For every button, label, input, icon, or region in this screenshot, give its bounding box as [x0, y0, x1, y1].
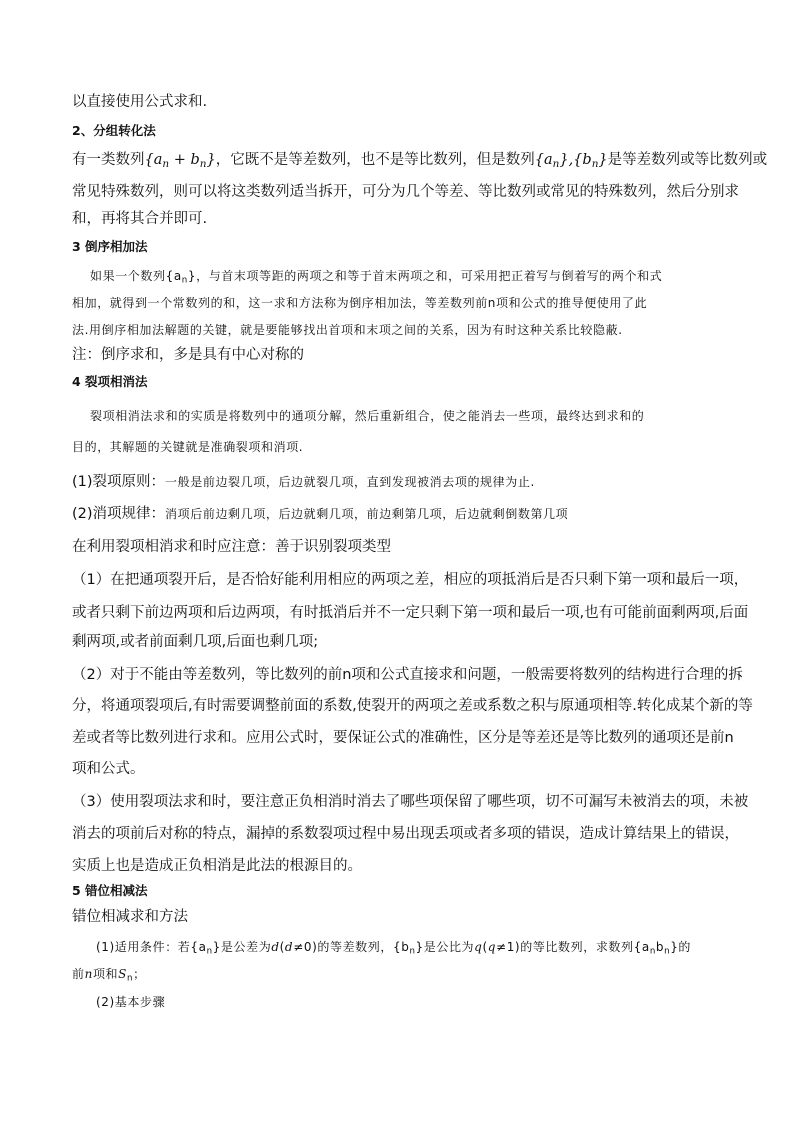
text-line: 项和公式。: [72, 761, 145, 777]
text-line: (2)消项规律：消项后前边剩几项，后边就剩几项，前边剩第几项，后边就剩倒数第几项: [72, 506, 569, 522]
text-line: 裂项相消法求和的实质是将数列中的通项分解，然后重新组合，使之能消去一些项，最终达到求和的: [90, 409, 645, 423]
text-line: （3）使用裂项法求和时，要注意正负相消时消去了哪些项保留了哪些项，切不可漏写未被消去的项，未被: [72, 794, 749, 810]
text-line: (1)适用条件：若$\{a_n\}$是公差为d(d≠0)的等差数列，$\{b_n\}$是公比为q(q≠1)的等比数列，求数列$\{a_nb_n\}$的: [96, 940, 692, 957]
text-line: 或者只剩下前边两项和后边两项，有时抵消后并不一定只剩下第一项和最后一项,也有可能前面剩两项,后面: [72, 605, 749, 621]
text-line: 在利用裂项相消求和时应注意：善于识别裂项类型: [72, 539, 391, 555]
text-line: (2)基本步骤: [96, 995, 166, 1009]
text-line: 常见特殊数列，则可以将这类数列适当拆开，可分为几个等差、等比数列或常见的特殊数列，然后分别求: [72, 184, 739, 200]
section-heading: 3 倒序相加法: [72, 239, 148, 254]
text-line: 有一类数列$\{a_n + b_n\}$，它既不是等差数列，也不是等比数列，但是数列$\{a_n\},\{b_n\}$是等差数列或等比数列或: [72, 152, 768, 171]
text-line: 前n项和$S_n$；: [72, 967, 146, 984]
text-line: （1）在把通项裂开后，是否恰好能利用相应的两项之差，相应的项抵消后是否只剩下第一项和最后一项，: [72, 572, 749, 588]
section-heading: 2、分组转化法: [72, 123, 156, 138]
text-line: 以直接使用公式求和.: [72, 94, 208, 110]
text-line: 相加，就得到一个常数列的和，这一求和方法称为倒序相加法，等差数列前n项和公式的推导便使用了此: [72, 296, 648, 310]
text-line: （2）对于不能由等差数列，等比数列的前n项和公式直接求和问题，一般需要将数列的结构进行合理的拆: [72, 667, 743, 683]
note-line: 注：倒序求和，多是具有中心对称的: [72, 347, 304, 363]
text-line: 法.用倒序相加法解题的关键，就是要能够找出首项和末项之间的关系，因为有时这种关系比较隐蔽.: [72, 323, 623, 337]
text-line: 如果一个数列$\{a_n\}$，与首末项等距的两项之和等于首末两项之和，可采用把正着写与倒着写的两个和式: [90, 269, 663, 286]
text-line: (1)裂项原则：一般是前边裂几项，后边就裂几项，直到发现被消去项的规律为止.: [72, 474, 535, 490]
text-line: 错位相减求和方法: [72, 909, 188, 925]
section-heading: 5 错位相减法: [72, 883, 148, 898]
text-line: 实质上也是造成正负相消是此法的根源目的。: [72, 858, 362, 874]
text-line: 差或者等比数列进行求和。应用公式时，要保证公式的准确性，区分是等差还是等比数列的通项还是前n: [72, 730, 734, 746]
text-line: 分，将通项裂项后,有时需要调整前面的系数,使裂开的两项之差或系数之积与原通项相等.转化成某个新的等: [72, 698, 753, 714]
text-line: 剩两项,或者前面剩几项,后面也剩几项;: [72, 634, 319, 650]
section-heading: 4 裂项相消法: [72, 374, 148, 389]
text-line: 消去的项前后对称的特点，漏掉的系数裂项过程中易出现丢项或者多项的错误，造成计算结果上的错误，: [72, 826, 739, 842]
text-line: 和，再将其合并即可.: [72, 211, 208, 227]
text-line: 目的，其解题的关键就是准确裂项和消项.: [72, 440, 304, 454]
